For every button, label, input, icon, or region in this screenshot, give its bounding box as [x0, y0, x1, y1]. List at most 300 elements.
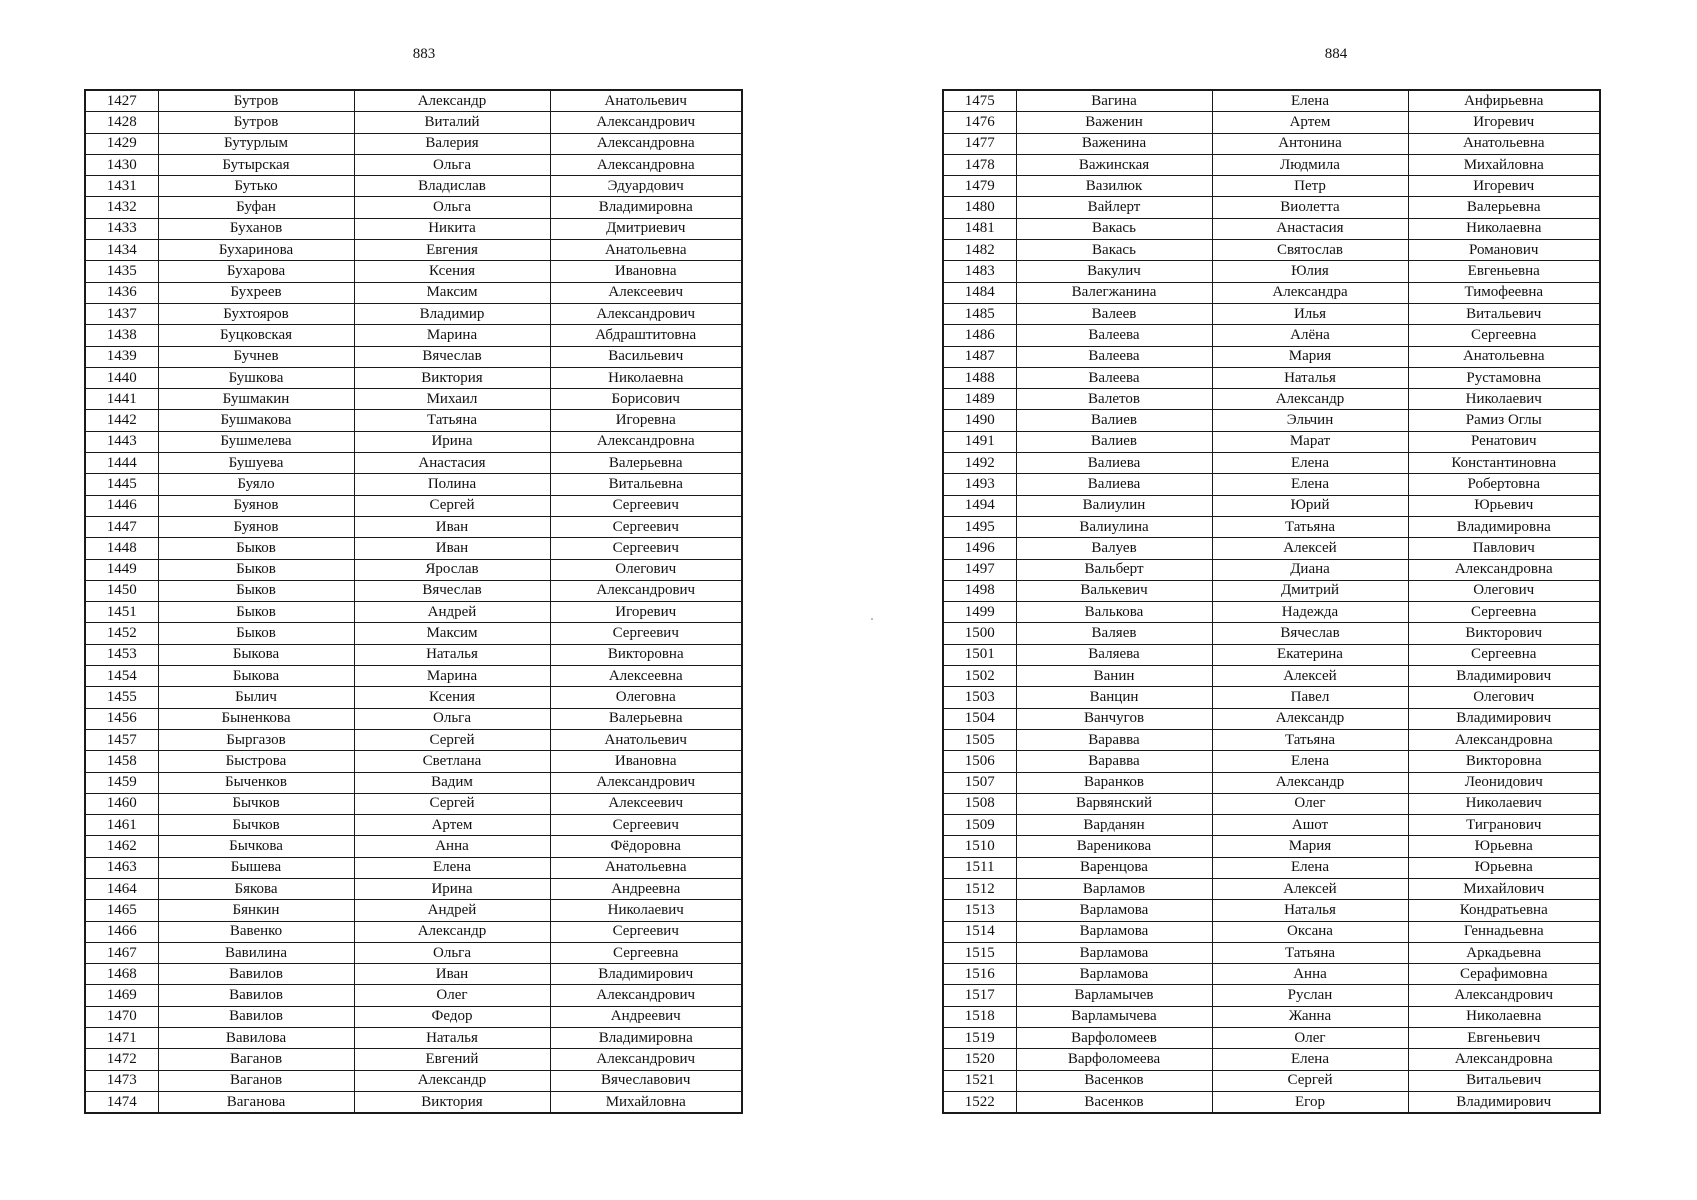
first-name-cell: Петр: [1212, 176, 1408, 197]
row-number-cell: 1490: [943, 410, 1016, 431]
first-name-cell: Михаил: [354, 389, 550, 410]
first-name-cell: Наталья: [354, 1028, 550, 1049]
last-name-cell: Васенков: [1016, 1091, 1212, 1113]
last-name-cell: Вайлерт: [1016, 197, 1212, 218]
last-name-cell: Важенина: [1016, 133, 1212, 154]
table-row: [85, 538, 742, 559]
patronymic-cell: Юрьевна: [1408, 836, 1600, 857]
table-row: [943, 1006, 1600, 1027]
last-name-cell: Валеева: [1016, 325, 1212, 346]
row-number-cell: 1489: [943, 389, 1016, 410]
first-name-cell: Сергей: [1212, 1070, 1408, 1091]
table-row: [943, 367, 1600, 388]
first-name-cell: Жанна: [1212, 1006, 1408, 1027]
row-number-cell: 1517: [943, 985, 1016, 1006]
page-number: 883: [412, 46, 436, 62]
row-number-cell: 1459: [85, 772, 158, 793]
first-name-cell: Ярослав: [354, 559, 550, 580]
first-name-cell: Алёна: [1212, 325, 1408, 346]
first-name-cell: Ольга: [354, 942, 550, 963]
table-row: [943, 559, 1600, 580]
row-number-cell: 1486: [943, 325, 1016, 346]
last-name-cell: Варламов: [1016, 878, 1212, 899]
last-name-cell: Валегжанина: [1016, 282, 1212, 303]
last-name-cell: Ванцин: [1016, 687, 1212, 708]
table-row: [85, 133, 742, 154]
table-row: [943, 1091, 1600, 1113]
roster-table: [942, 89, 1601, 1114]
row-number-cell: 1453: [85, 644, 158, 665]
first-name-cell: Иван: [354, 964, 550, 985]
row-number-cell: 1502: [943, 666, 1016, 687]
page-number: 884: [1324, 46, 1348, 62]
row-number-cell: 1522: [943, 1091, 1016, 1113]
row-number-cell: 1469: [85, 985, 158, 1006]
first-name-cell: Владислав: [354, 176, 550, 197]
first-name-cell: Елена: [1212, 751, 1408, 772]
table-row: [943, 708, 1600, 729]
patronymic-cell: Владимирович: [1408, 708, 1600, 729]
last-name-cell: Важинская: [1016, 154, 1212, 175]
last-name-cell: Бычков: [158, 815, 354, 836]
table-row: [943, 240, 1600, 261]
last-name-cell: Бухарова: [158, 261, 354, 282]
table-row: [85, 197, 742, 218]
table-row: [85, 325, 742, 346]
last-name-cell: Буянов: [158, 495, 354, 516]
patronymic-cell: Вячеславович: [550, 1070, 742, 1091]
first-name-cell: Иван: [354, 516, 550, 537]
patronymic-cell: Олегович: [550, 559, 742, 580]
last-name-cell: Ванин: [1016, 666, 1212, 687]
first-name-cell: Евгений: [354, 1049, 550, 1070]
row-number-cell: 1436: [85, 282, 158, 303]
row-number-cell: 1465: [85, 900, 158, 921]
last-name-cell: Васенков: [1016, 1070, 1212, 1091]
patronymic-cell: Анатольевич: [550, 729, 742, 750]
table-row: [943, 474, 1600, 495]
first-name-cell: Виталий: [354, 112, 550, 133]
row-number-cell: 1428: [85, 112, 158, 133]
row-number-cell: 1468: [85, 964, 158, 985]
row-number-cell: 1447: [85, 516, 158, 537]
table-row: [943, 602, 1600, 623]
last-name-cell: Бышева: [158, 857, 354, 878]
last-name-cell: Варламова: [1016, 900, 1212, 921]
table-row: [85, 751, 742, 772]
row-number-cell: 1494: [943, 495, 1016, 516]
last-name-cell: Ваганова: [158, 1091, 354, 1113]
row-number-cell: 1430: [85, 154, 158, 175]
table-row: [943, 942, 1600, 963]
table-row: [85, 729, 742, 750]
patronymic-cell: Юрьевич: [1408, 495, 1600, 516]
patronymic-cell: Олегович: [1408, 580, 1600, 601]
row-number-cell: 1454: [85, 666, 158, 687]
row-number-cell: 1478: [943, 154, 1016, 175]
last-name-cell: Валиев: [1016, 410, 1212, 431]
last-name-cell: Варенцова: [1016, 857, 1212, 878]
row-number-cell: 1457: [85, 729, 158, 750]
last-name-cell: Вакась: [1016, 218, 1212, 239]
last-name-cell: Ваганов: [158, 1070, 354, 1091]
last-name-cell: Вавилов: [158, 964, 354, 985]
last-name-cell: Бутров: [158, 112, 354, 133]
patronymic-cell: Владимирович: [1408, 1091, 1600, 1113]
last-name-cell: Вавилов: [158, 985, 354, 1006]
row-number-cell: 1471: [85, 1028, 158, 1049]
table-row: [943, 1049, 1600, 1070]
table-row: [85, 346, 742, 367]
first-name-cell: Вячеслав: [1212, 623, 1408, 644]
row-number-cell: 1509: [943, 815, 1016, 836]
table-row: [943, 112, 1600, 133]
right-page: [848, 0, 1697, 1200]
last-name-cell: Былич: [158, 687, 354, 708]
row-number-cell: 1427: [85, 90, 158, 112]
row-number-cell: 1461: [85, 815, 158, 836]
table-row: [85, 602, 742, 623]
patronymic-cell: Аркадьевна: [1408, 942, 1600, 963]
patronymic-cell: Тигранович: [1408, 815, 1600, 836]
row-number-cell: 1450: [85, 580, 158, 601]
table-row: [943, 410, 1600, 431]
first-name-cell: Наталья: [1212, 367, 1408, 388]
last-name-cell: Бякова: [158, 878, 354, 899]
table-row: [943, 666, 1600, 687]
last-name-cell: Бухаринова: [158, 240, 354, 261]
last-name-cell: Буфан: [158, 197, 354, 218]
table-row: [85, 453, 742, 474]
patronymic-cell: Робертовна: [1408, 474, 1600, 495]
last-name-cell: Валяева: [1016, 644, 1212, 665]
last-name-cell: Валеев: [1016, 303, 1212, 324]
last-name-cell: Вальберт: [1016, 559, 1212, 580]
table-row: [85, 1028, 742, 1049]
patronymic-cell: Александровна: [1408, 729, 1600, 750]
first-name-cell: Евгения: [354, 240, 550, 261]
first-name-cell: Юлия: [1212, 261, 1408, 282]
first-name-cell: Наталья: [1212, 900, 1408, 921]
patronymic-cell: Сергеевна: [1408, 602, 1600, 623]
last-name-cell: Варавва: [1016, 751, 1212, 772]
row-number-cell: 1497: [943, 559, 1016, 580]
row-number-cell: 1492: [943, 453, 1016, 474]
row-number-cell: 1438: [85, 325, 158, 346]
first-name-cell: Артем: [354, 815, 550, 836]
table-row: [85, 154, 742, 175]
patronymic-cell: Ренатович: [1408, 431, 1600, 452]
first-name-cell: Виолетта: [1212, 197, 1408, 218]
last-name-cell: Валетов: [1016, 389, 1212, 410]
row-number-cell: 1514: [943, 921, 1016, 942]
last-name-cell: Варламычев: [1016, 985, 1212, 1006]
patronymic-cell: Борисович: [550, 389, 742, 410]
row-number-cell: 1519: [943, 1028, 1016, 1049]
last-name-cell: Бутурлым: [158, 133, 354, 154]
table-row: [943, 133, 1600, 154]
row-number-cell: 1458: [85, 751, 158, 772]
first-name-cell: Федор: [354, 1006, 550, 1027]
first-name-cell: Ирина: [354, 878, 550, 899]
table-row: [85, 985, 742, 1006]
first-name-cell: Олег: [1212, 1028, 1408, 1049]
first-name-cell: Ольга: [354, 154, 550, 175]
roster-table: [84, 89, 743, 1114]
patronymic-cell: Юрьевна: [1408, 857, 1600, 878]
row-number-cell: 1518: [943, 1006, 1016, 1027]
first-name-cell: Елена: [1212, 1049, 1408, 1070]
last-name-cell: Вавилина: [158, 942, 354, 963]
patronymic-cell: Александрович: [1408, 985, 1600, 1006]
first-name-cell: Марина: [354, 325, 550, 346]
first-name-cell: Анна: [1212, 964, 1408, 985]
last-name-cell: Быстрова: [158, 751, 354, 772]
row-number-cell: 1452: [85, 623, 158, 644]
first-name-cell: Руслан: [1212, 985, 1408, 1006]
first-name-cell: Екатерина: [1212, 644, 1408, 665]
patronymic-cell: Геннадьевна: [1408, 921, 1600, 942]
first-name-cell: Валерия: [354, 133, 550, 154]
patronymic-cell: Николаевич: [1408, 389, 1600, 410]
row-number-cell: 1432: [85, 197, 158, 218]
table-row: [85, 708, 742, 729]
row-number-cell: 1512: [943, 878, 1016, 899]
row-number-cell: 1464: [85, 878, 158, 899]
row-number-cell: 1477: [943, 133, 1016, 154]
row-number-cell: 1521: [943, 1070, 1016, 1091]
table-row: [85, 559, 742, 580]
first-name-cell: Ашот: [1212, 815, 1408, 836]
last-name-cell: Вакась: [1016, 240, 1212, 261]
table-row: [943, 964, 1600, 985]
patronymic-cell: Александровна: [550, 154, 742, 175]
patronymic-cell: Рамиз Оглы: [1408, 410, 1600, 431]
row-number-cell: 1483: [943, 261, 1016, 282]
row-number-cell: 1510: [943, 836, 1016, 857]
row-number-cell: 1443: [85, 431, 158, 452]
row-number-cell: 1431: [85, 176, 158, 197]
table-row: [943, 218, 1600, 239]
patronymic-cell: Александровна: [550, 133, 742, 154]
table-row: [943, 580, 1600, 601]
patronymic-cell: Сергеевич: [550, 516, 742, 537]
row-number-cell: 1508: [943, 793, 1016, 814]
table-row: [943, 325, 1600, 346]
last-name-cell: Быков: [158, 580, 354, 601]
patronymic-cell: Михайлович: [1408, 878, 1600, 899]
first-name-cell: Артем: [1212, 112, 1408, 133]
first-name-cell: Алексей: [1212, 666, 1408, 687]
table-row: [85, 964, 742, 985]
row-number-cell: 1446: [85, 495, 158, 516]
last-name-cell: Варданян: [1016, 815, 1212, 836]
first-name-cell: Александра: [1212, 282, 1408, 303]
first-name-cell: Олег: [1212, 793, 1408, 814]
last-name-cell: Бутырская: [158, 154, 354, 175]
patronymic-cell: Викторович: [1408, 623, 1600, 644]
first-name-cell: Иван: [354, 538, 550, 559]
first-name-cell: Александр: [354, 1070, 550, 1091]
patronymic-cell: Игоревич: [550, 602, 742, 623]
table-row: [943, 878, 1600, 899]
row-number-cell: 1434: [85, 240, 158, 261]
row-number-cell: 1473: [85, 1070, 158, 1091]
first-name-cell: Владимир: [354, 303, 550, 324]
patronymic-cell: Сергеевич: [550, 538, 742, 559]
row-number-cell: 1481: [943, 218, 1016, 239]
row-number-cell: 1475: [943, 90, 1016, 112]
patronymic-cell: Сергеевна: [550, 942, 742, 963]
first-name-cell: Виктория: [354, 1091, 550, 1113]
patronymic-cell: Анатольевна: [1408, 346, 1600, 367]
patronymic-cell: Витальевич: [1408, 1070, 1600, 1091]
row-number-cell: 1460: [85, 793, 158, 814]
last-name-cell: Варламова: [1016, 942, 1212, 963]
table-row: [943, 431, 1600, 452]
first-name-cell: Елена: [1212, 90, 1408, 112]
table-row: [85, 687, 742, 708]
patronymic-cell: Викторовна: [550, 644, 742, 665]
table-row: [85, 303, 742, 324]
last-name-cell: Быргазов: [158, 729, 354, 750]
last-name-cell: Ваганов: [158, 1049, 354, 1070]
patronymic-cell: Игоревна: [550, 410, 742, 431]
patronymic-cell: Константиновна: [1408, 453, 1600, 474]
table-row: [85, 90, 742, 112]
patronymic-cell: Игоревич: [1408, 112, 1600, 133]
patronymic-cell: Евгеньевич: [1408, 1028, 1600, 1049]
first-name-cell: Андрей: [354, 602, 550, 623]
last-name-cell: Бутров: [158, 90, 354, 112]
first-name-cell: Максим: [354, 623, 550, 644]
patronymic-cell: Алексеевич: [550, 793, 742, 814]
patronymic-cell: Серафимовна: [1408, 964, 1600, 985]
row-number-cell: 1503: [943, 687, 1016, 708]
table-row: [85, 1070, 742, 1091]
table-row: [943, 90, 1600, 112]
patronymic-cell: Дмитриевич: [550, 218, 742, 239]
first-name-cell: Ирина: [354, 431, 550, 452]
patronymic-cell: Александрович: [550, 580, 742, 601]
patronymic-cell: Николаевна: [1408, 218, 1600, 239]
table-row: [85, 389, 742, 410]
table-row: [85, 474, 742, 495]
table-row: [943, 197, 1600, 218]
table-row: [85, 1006, 742, 1027]
row-number-cell: 1476: [943, 112, 1016, 133]
row-number-cell: 1456: [85, 708, 158, 729]
table-row: [85, 1091, 742, 1113]
table-row: [943, 815, 1600, 836]
table-row: [85, 282, 742, 303]
table-row: [943, 900, 1600, 921]
table-row: [85, 900, 742, 921]
last-name-cell: Вареникова: [1016, 836, 1212, 857]
first-name-cell: Татьяна: [1212, 729, 1408, 750]
table-row: [85, 921, 742, 942]
row-number-cell: 1449: [85, 559, 158, 580]
row-number-cell: 1479: [943, 176, 1016, 197]
first-name-cell: Сергей: [354, 793, 550, 814]
first-name-cell: Мария: [1212, 836, 1408, 857]
patronymic-cell: Николаевич: [550, 900, 742, 921]
table-row: [85, 878, 742, 899]
table-row: [85, 580, 742, 601]
first-name-cell: Наталья: [354, 644, 550, 665]
last-name-cell: Валеева: [1016, 367, 1212, 388]
row-number-cell: 1505: [943, 729, 1016, 750]
patronymic-cell: Сергеевич: [550, 921, 742, 942]
patronymic-cell: Игоревич: [1408, 176, 1600, 197]
last-name-cell: Валькевич: [1016, 580, 1212, 601]
last-name-cell: Быченков: [158, 772, 354, 793]
last-name-cell: Буцковская: [158, 325, 354, 346]
first-name-cell: Ольга: [354, 708, 550, 729]
first-name-cell: Марина: [354, 666, 550, 687]
first-name-cell: Александр: [354, 921, 550, 942]
patronymic-cell: Александровна: [550, 431, 742, 452]
row-number-cell: 1491: [943, 431, 1016, 452]
last-name-cell: Бянкин: [158, 900, 354, 921]
row-number-cell: 1439: [85, 346, 158, 367]
row-number-cell: 1499: [943, 602, 1016, 623]
first-name-cell: Александр: [1212, 772, 1408, 793]
last-name-cell: Буяло: [158, 474, 354, 495]
table-row: [85, 1049, 742, 1070]
row-number-cell: 1444: [85, 453, 158, 474]
first-name-cell: Елена: [1212, 453, 1408, 474]
first-name-cell: Алексей: [1212, 878, 1408, 899]
row-number-cell: 1488: [943, 367, 1016, 388]
row-number-cell: 1516: [943, 964, 1016, 985]
first-name-cell: Вадим: [354, 772, 550, 793]
row-number-cell: 1507: [943, 772, 1016, 793]
patronymic-cell: Александрович: [550, 1049, 742, 1070]
first-name-cell: Оксана: [1212, 921, 1408, 942]
last-name-cell: Вазилюк: [1016, 176, 1212, 197]
patronymic-cell: Кондратьевна: [1408, 900, 1600, 921]
patronymic-cell: Александрович: [550, 303, 742, 324]
table-row: [943, 1028, 1600, 1049]
row-number-cell: 1484: [943, 282, 1016, 303]
table-row: [943, 176, 1600, 197]
patronymic-cell: Сергеевич: [550, 623, 742, 644]
patronymic-cell: Николаевна: [1408, 1006, 1600, 1027]
first-name-cell: Елена: [1212, 857, 1408, 878]
row-number-cell: 1433: [85, 218, 158, 239]
last-name-cell: Бушмелева: [158, 431, 354, 452]
last-name-cell: Бушмакин: [158, 389, 354, 410]
last-name-cell: Бутько: [158, 176, 354, 197]
patronymic-cell: Витальевна: [550, 474, 742, 495]
row-number-cell: 1493: [943, 474, 1016, 495]
first-name-cell: Александр: [1212, 389, 1408, 410]
table-row: [85, 942, 742, 963]
table-row: [85, 836, 742, 857]
patronymic-cell: Эдуардович: [550, 176, 742, 197]
first-name-cell: Полина: [354, 474, 550, 495]
table-row: [943, 729, 1600, 750]
first-name-cell: Илья: [1212, 303, 1408, 324]
last-name-cell: Бычкова: [158, 836, 354, 857]
patronymic-cell: Анатольевна: [1408, 133, 1600, 154]
patronymic-cell: Владимирович: [1408, 666, 1600, 687]
first-name-cell: Александр: [1212, 708, 1408, 729]
row-number-cell: 1485: [943, 303, 1016, 324]
row-number-cell: 1504: [943, 708, 1016, 729]
row-number-cell: 1501: [943, 644, 1016, 665]
